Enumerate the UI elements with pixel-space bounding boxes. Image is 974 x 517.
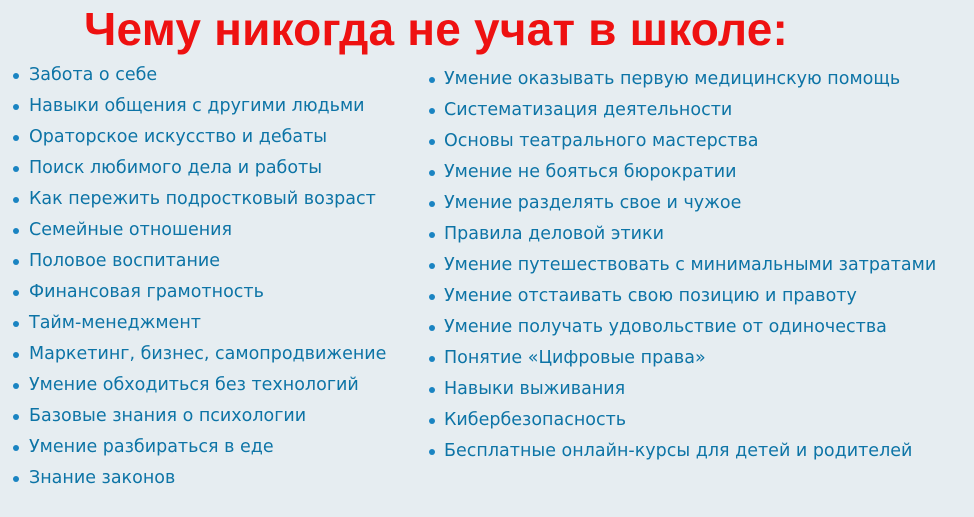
list-item xyxy=(12,463,386,494)
list-item-text: Как пережить подростковый возраст xyxy=(29,189,376,209)
bullet-icon xyxy=(13,135,19,141)
page-title: Чему никогда не учат в школе: xyxy=(84,3,789,55)
bullet-icon xyxy=(13,259,19,265)
bullet-icon xyxy=(13,476,19,482)
list-item xyxy=(12,91,386,122)
bullet-icon xyxy=(13,321,19,327)
list-item-text: Поиск любимого дела и работы xyxy=(29,158,323,178)
list-item xyxy=(12,277,386,308)
list-item-text: Половое воспитание xyxy=(29,251,221,271)
list-item-text: Навыки выживания xyxy=(444,379,626,399)
list-item xyxy=(12,432,386,463)
bullet-icon xyxy=(429,201,435,207)
list-item-text: Забота о себе xyxy=(29,65,158,85)
bullet-icon xyxy=(13,445,19,451)
bullet-icon xyxy=(429,356,435,362)
bullet-icon xyxy=(13,290,19,296)
list-item-text: Умение отстаивать свою позицию и правоту xyxy=(444,286,857,306)
list-item xyxy=(428,188,936,219)
list-item xyxy=(428,312,936,343)
list-item-text: Финансовая грамотность xyxy=(29,282,264,302)
list-item xyxy=(12,401,386,432)
right-list xyxy=(428,64,936,467)
list-item-text: Умение обходиться без технологий xyxy=(29,375,359,395)
list-item-text: Навыки общения с другими людьми xyxy=(29,96,365,116)
bullet-icon xyxy=(429,418,435,424)
list-item-text: Систематизация деятельности xyxy=(444,100,733,120)
bullet-icon xyxy=(429,232,435,238)
list-item xyxy=(12,122,386,153)
list-item-text: Базовые знания о психологии xyxy=(29,406,307,426)
list-item-text: Понятие «Цифровые права» xyxy=(444,348,706,368)
list-item xyxy=(12,215,386,246)
list-item-text: Знание законов xyxy=(29,468,176,488)
list-item-text: Умение не бояться бюрократии xyxy=(444,162,737,182)
bullet-icon xyxy=(13,383,19,389)
list-item-text: Умение путешествовать с минимальными затратами xyxy=(444,255,937,275)
bullet-icon xyxy=(429,294,435,300)
bullet-icon xyxy=(13,414,19,420)
list-item xyxy=(12,339,386,370)
list-item xyxy=(12,370,386,401)
list-item-text: Маркетинг, бизнес, самопродвижение xyxy=(29,344,387,364)
bullet-icon xyxy=(429,263,435,269)
list-item-text: Умение разделять свое и чужое xyxy=(444,193,742,213)
list-item xyxy=(428,157,936,188)
list-item-text: Тайм-менеджмент xyxy=(29,313,201,333)
list-item xyxy=(12,246,386,277)
bullet-icon xyxy=(429,139,435,145)
bullet-icon xyxy=(13,352,19,358)
bullet-icon xyxy=(13,104,19,110)
list-item xyxy=(12,184,386,215)
bullet-icon xyxy=(13,73,19,79)
list-item xyxy=(428,95,936,126)
bullet-icon xyxy=(429,449,435,455)
left-list xyxy=(12,60,386,494)
list-item xyxy=(12,60,386,91)
bullet-icon xyxy=(429,387,435,393)
list-item-text: Основы театрального мастерства xyxy=(444,131,759,151)
list-item xyxy=(428,405,936,436)
list-item xyxy=(428,343,936,374)
list-item xyxy=(428,281,936,312)
list-item-text: Кибербезопасность xyxy=(444,410,627,430)
list-item xyxy=(12,153,386,184)
bullet-icon xyxy=(13,166,19,172)
bullet-icon xyxy=(429,170,435,176)
bullet-icon xyxy=(429,108,435,114)
list-item-text: Правила деловой этики xyxy=(444,224,664,244)
list-item xyxy=(428,64,936,95)
list-item xyxy=(428,250,936,281)
list-item xyxy=(428,126,936,157)
list-item-text: Бесплатные онлайн-курсы для детей и родителей xyxy=(444,441,913,461)
list-item-text: Умение оказывать первую медицинскую помощь xyxy=(444,69,901,89)
bullet-icon xyxy=(429,325,435,331)
list-item xyxy=(428,219,936,250)
list-item-text: Семейные отношения xyxy=(29,220,233,240)
list-item-text: Умение получать удовольствие от одиночества xyxy=(444,317,887,337)
bullet-icon xyxy=(13,228,19,234)
bullet-icon xyxy=(429,77,435,83)
list-item xyxy=(12,308,386,339)
list-item-text: Ораторское искусство и дебаты xyxy=(29,127,328,147)
list-item-text: Умение разбираться в еде xyxy=(29,437,274,457)
bullet-icon xyxy=(13,197,19,203)
list-item xyxy=(428,374,936,405)
list-item xyxy=(428,436,936,467)
